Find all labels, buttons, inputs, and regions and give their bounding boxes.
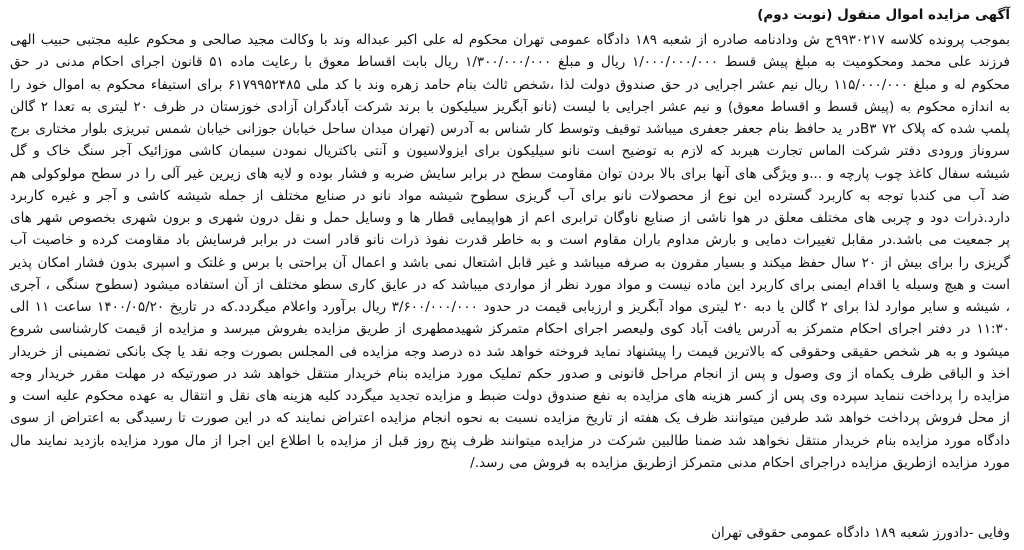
notice-title: آگهی مزایده اموال منقول (نوبت دوم) [757,7,1010,23]
notice-body: بموجب پرونده کلاسه ۹۹۳۰۲۱۷ج ش ودادنامه صادره از شعبه ۱۸۹ دادگاه عمومی تهران محکوم له علی اکبر عبداله وند با وکالت مجید صالحی و محکوم علیه مجتبی حبیب الهی فرزند علی محمد ومحکومیت به مبلغ پیش قسط ۱/۰۰۰/۰۰۰/۰۰۰ ریال و مبلغ ۱/۳۰۰/۰۰۰/۰۰۰ ریال بابت اقساط معوق با رعایت ماده ۵۱ قانون اجرای احکام مدنی در حق محکوم له و مبلغ ۱۱۵/۰۰۰/۰۰۰ ریال نیم عشر اجرایی در حق صندوق دولت لذا ،شخص ثالث بنام حامد زهره وند با کد ملی ۶۱۷۹۹۵۲۴۸۵ برای استیفاء محکوم به اموال خود را به اندازه محکوم به (پیش قسط و اقساط معوق) و نیم عشر اجرایی با لیست (نانو آبگریز سیلیکون با برند شرکت آبادگران آزادی خوزستان در ظرف ۲۰ لیتری به تعدا ۲ گالن پلمپ شده که پلاک ۷۲ B۳در ید حافظ بنام جعفر جعفری میباشد توقیف وتوسط کار شناس به آدرس (تهران میدان ساحل خیابان جوزانی خیابان شمس تبریزی بلوار مختاری برج سروناز ورودی دفتر شرکت الماس تجارت هیربد که لازم به توضیح است نانو سیلیکون برای ایزولاسیون و آنتی باکتریال نمودن سیمان کاشی موزائیک آجر سنگ خاک و گل شیشه سفال کاغذ چوب پارچه و ...و ویژگی های آنها برای بالا بردن توان مقاومت سطح در برابر سایش ضربه و فشار بوده و لایه های زیرین غیر آلی را در سطح مولوکولی هم ضد آب می کندبا توجه به کاربرد گسترده این نوع از محصولات نانو برای آب گریزی سطوح شیشه مواد نانو در صنایع مختلف از جمله شیشه کاشی و آجر و غیره کاربرد دارد.ذرات دود و چربی های مختلف معلق در هوا ناشی از صنایع ناوگان ترابری اعم از هواپیمایی قطار ها و وسایل حمل و نقل درون شهری و برون شهری بخصوص شهر های پر جمعیت می باشد.در مقابل تغییرات دمایی و بارش مداوم باران مقاوم است و به خاطر قدرت نفوذ ذرات نانو قادر است در برابر فرسایش باد مقاومت کرده و خاصیت آب گریزی را برای بیش از ۲۰ سال حفظ میکند و بسیار مقرون به صرفه میباشد و غیر قابل اشتعال نمی باشد و اعمال آن براحتی با برس و غلتک و اسپری بدون فشار امکان پذیر است و هیچ وسیله یا اقدام ایمنی برای کاربرد این ماده نیست و مواد مورد نظر از مواردی میباشد که در عایق کاری سطو مختلف از آن استفاده میشود (سطوح سنگی ، آجری ، شیشه و سایر موارد لذا برای ۲ گالن یا دبه ۲۰ لیتری مواد آبگریز و ارزیابی قیمت در حدود ۳/۶۰۰/۰۰۰/۰۰۰ ریال برآورد واعلام میگردد.که در تاریخ ۱۴۰۰/۰۵/۲۰ ساعت ۱۱ الی ۱۱:۳۰ در دفتر اجرای احکام متمرکز به آدرس یافت آباد کوی ولیعصر اجرای احکام متمرکز شهیدمطهری از طریق مزایده بفروش میرسد و مزایده از قیمت کارشناسی شروع میشود و به هر شخص حقیقی وحقوقی که بالاترین قیمت را پیشنهاد نماید فروخته خواهد شد ده درصد وجه مزایده فی المجلس بصورت وجه نقد یا چک بانکی تضمینی از خریدار اخذ و الباقی ظرف یکماه از وی وصول و پس از انجام مراحل قانونی و صدور حکم تملیک مورد مزایده بنام خریدار منتقل خواهد شد در صورتیکه در مهلت مقرر خریدار وجه مزایده را پرداخت ننماید سپرده وی پس از کسر هزینه های مزایده به نفع صندوق دولت ضبط و مزایده تجدید میگردد کلیه هزینه های نقل و انتقال به عهده محکوم علیه است و از محل فروش پرداخت خواهد شد طرفین میتوانند ظرف یک هفته از تاریخ مزایده نسبت به نحوه انجام مزایده اعتراض نمایند که در این صورت تا رسیدگی به اعتراض از سوی دادگاه مورد مزایده بنام خریدار منتقل نخواهد شد ضمنا طالبین شرکت در مزایده میتوانند ظرف پنج روز قبل از مزایده با اطلاع این اجرا از مال مورد مزایده بازدید نمایند مال مورد مزایده ازطریق مزایده دراجرای احکام مدنی متمرکز ازطریق مزایده به فروش می رسد./ [10,32,1011,471]
notice-signature: وفایی -دادورز شعبه ۱۸۹ دادگاه عمومی حقوقی تهران [711,525,1010,541]
auction-notice [6,4,1016,546]
